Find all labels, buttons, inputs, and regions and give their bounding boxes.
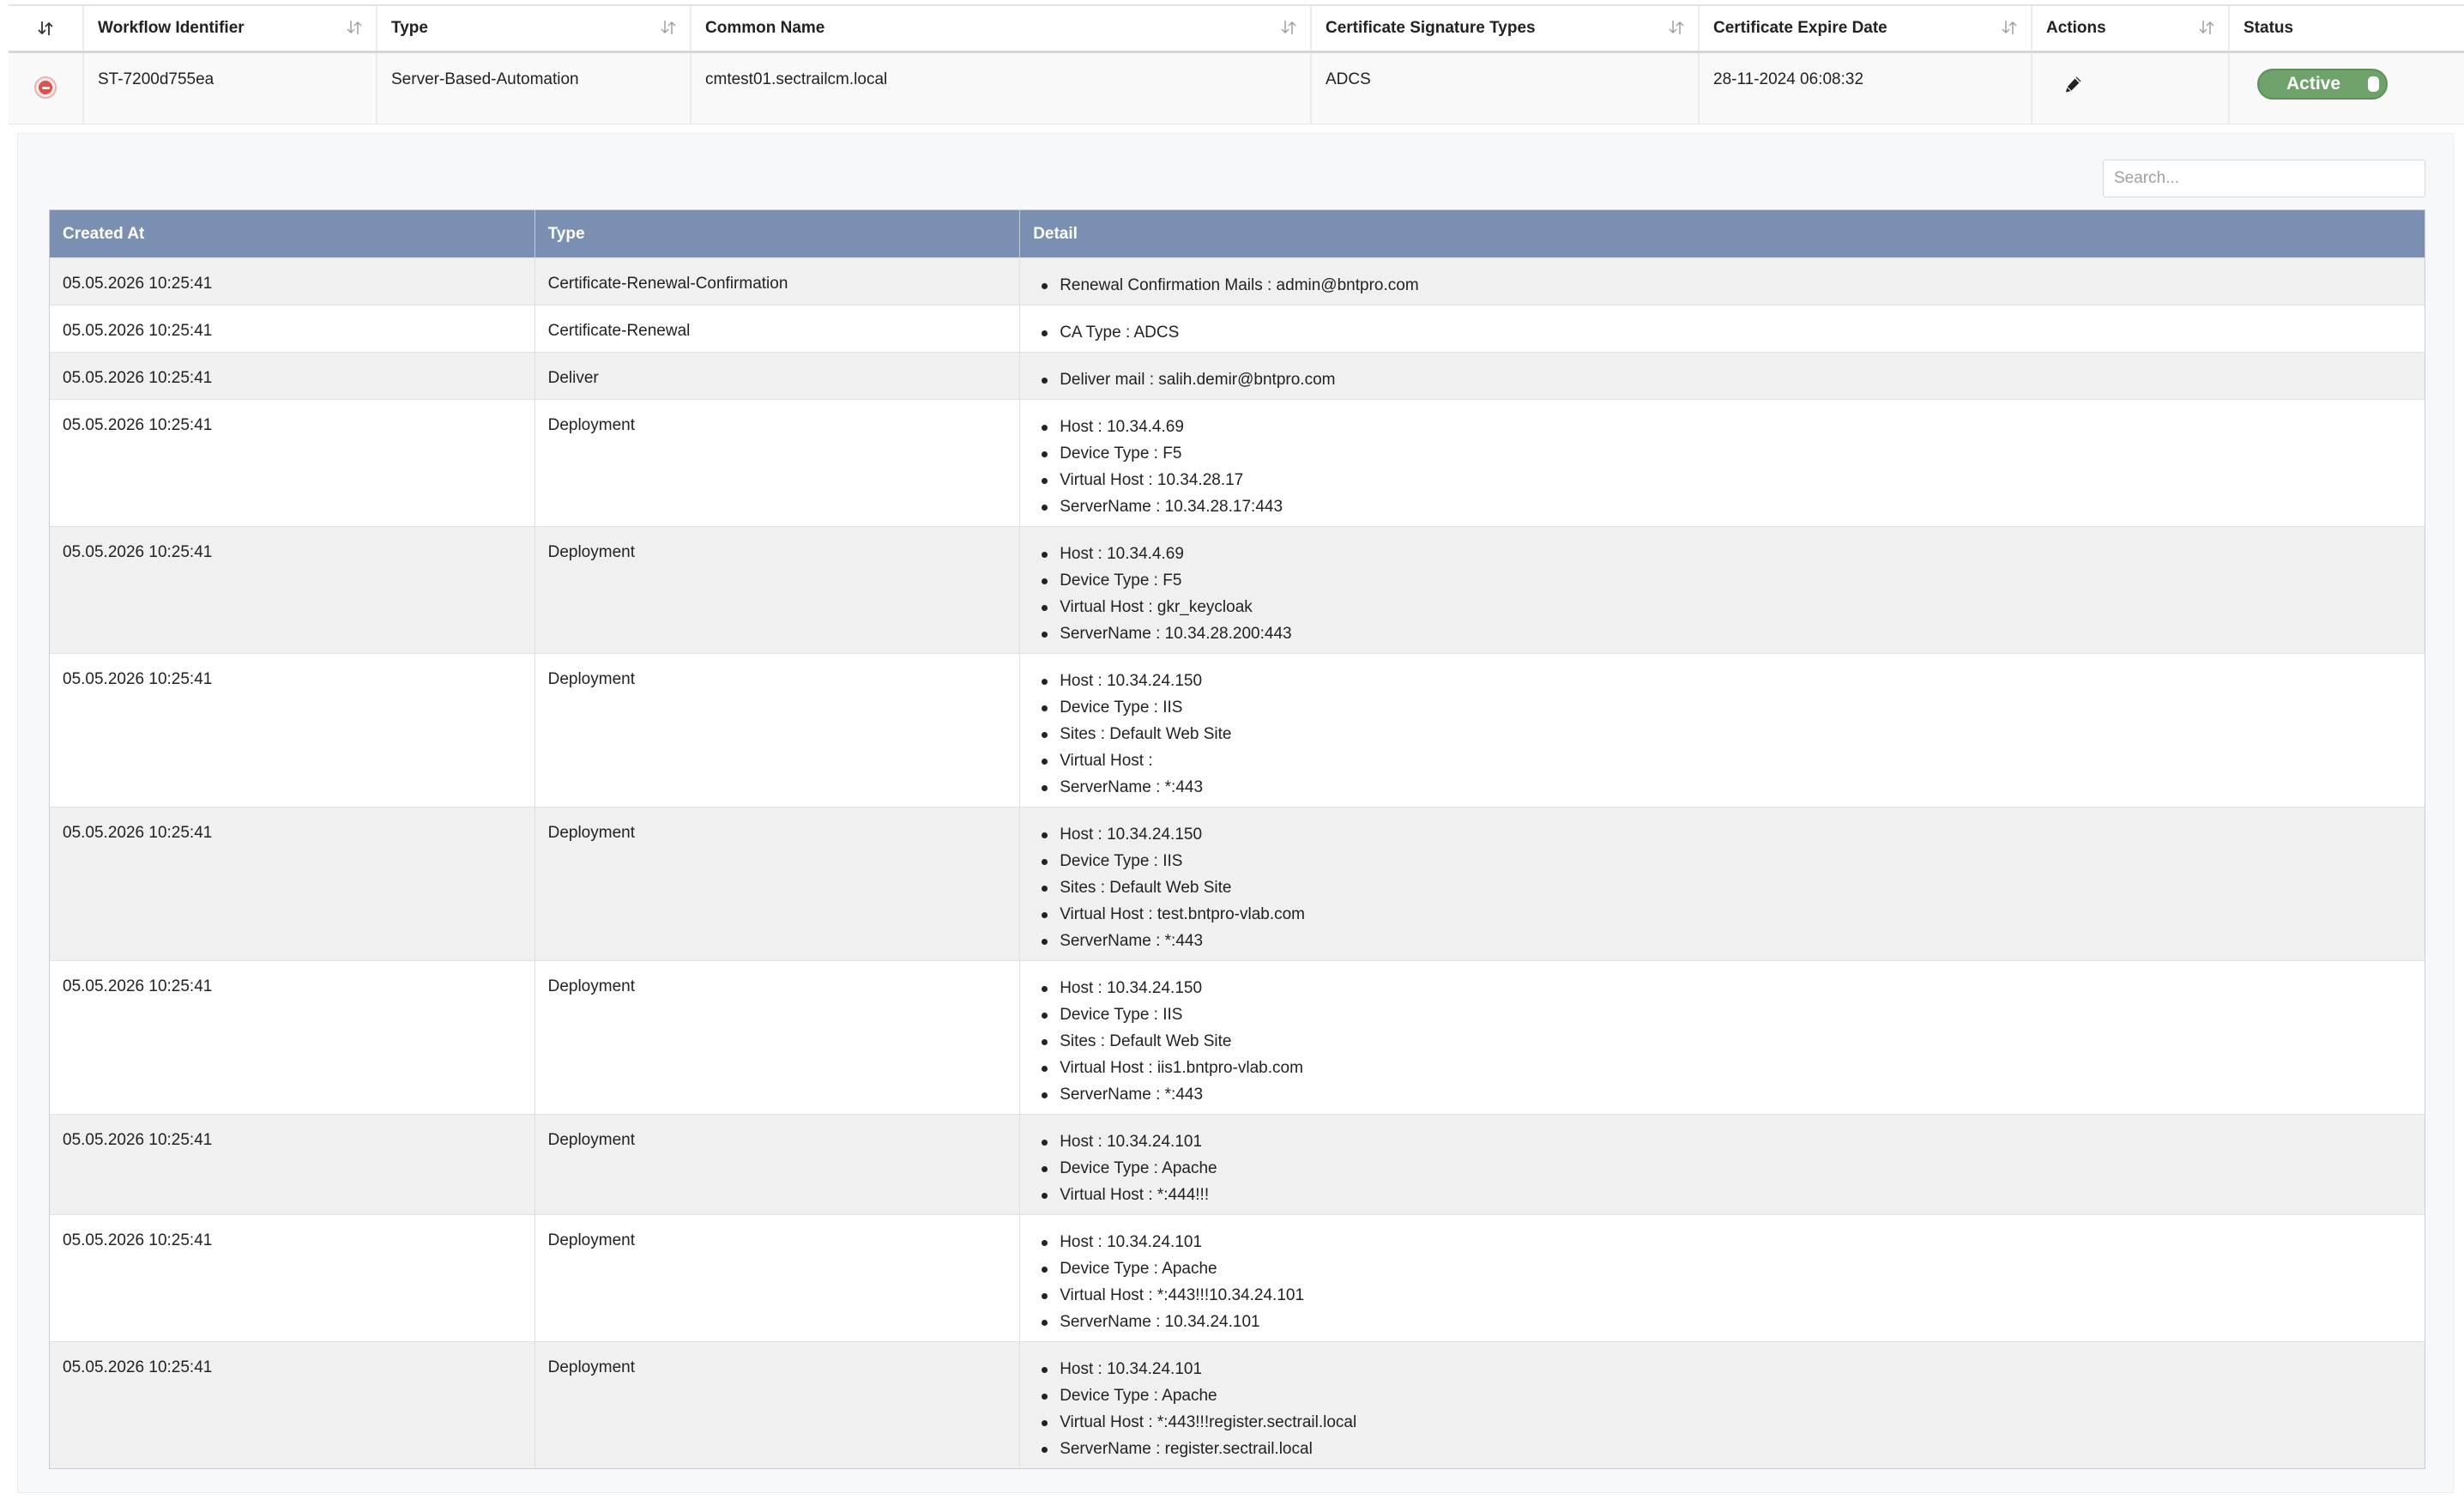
detail-list	[1020, 366, 2425, 393]
detail-item: Device Type : Apache	[1034, 1155, 2425, 1182]
cell-status	[2230, 53, 2464, 124]
detail-item: Device Type : IIS	[1034, 848, 2425, 874]
detail-item: Device Type : Apache	[1034, 1382, 2425, 1409]
header-label: Type	[391, 19, 428, 37]
cell-type: Deployment	[535, 654, 1021, 807]
edit-pencil-icon[interactable]	[2063, 74, 2084, 94]
cell-type: Deployment	[535, 1115, 1021, 1214]
table-row	[50, 305, 2425, 352]
header-workflow-identifier[interactable]	[84, 6, 377, 51]
sort-icon[interactable]	[1279, 18, 1298, 37]
detail-item: Host : 10.34.24.150	[1034, 975, 2425, 1001]
cell-type: Certificate-Renewal-Confirmation	[535, 258, 1021, 305]
cell-type: Deployment	[535, 1215, 1021, 1341]
sort-icon[interactable]	[345, 18, 364, 37]
detail-list	[1020, 1128, 2425, 1208]
table-row	[50, 807, 2425, 960]
detail-item: Sites : Default Web Site	[1034, 1028, 2425, 1055]
cell-detail	[1020, 1342, 2425, 1468]
cell-detail	[1020, 1215, 2425, 1341]
table-row	[50, 653, 2425, 807]
workflow-table-header	[9, 4, 2464, 53]
detail-item: Host : 10.34.24.101	[1034, 1356, 2425, 1382]
header-type[interactable]: Type	[535, 210, 1021, 257]
cell-detail	[1020, 961, 2425, 1114]
detail-item: Virtual Host : test.bntpro-vlab.com	[1034, 901, 2425, 928]
header-detail[interactable]: Detail	[1033, 224, 1078, 243]
detail-list	[1020, 975, 2425, 1108]
cell-type: Deliver	[535, 353, 1021, 399]
sort-icon[interactable]	[659, 18, 678, 37]
cell-detail	[1020, 1115, 2425, 1214]
detail-item: Host : 10.34.24.101	[1034, 1229, 2425, 1255]
header-created-at[interactable]: Created At	[50, 210, 535, 257]
sort-icon[interactable]	[2000, 18, 2019, 37]
cell-signature-types: ADCS	[1312, 53, 1700, 124]
row-toggle-cell	[9, 53, 84, 124]
detail-list	[1020, 1356, 2425, 1462]
table-row	[50, 352, 2425, 399]
header-label: Workflow Identifier	[98, 19, 245, 37]
detail-item: Virtual Host : *:443!!!10.34.24.101	[1034, 1282, 2425, 1309]
sort-icon[interactable]	[36, 19, 55, 38]
detail-item: ServerName : 10.34.24.101	[1034, 1309, 2425, 1335]
detail-list	[1020, 821, 2425, 954]
detail-item: Virtual Host : *:444!!!	[1034, 1182, 2425, 1208]
header-common-name[interactable]	[691, 6, 1312, 51]
header-label: Common Name	[705, 19, 825, 37]
sort-all-header[interactable]	[9, 6, 84, 51]
history-table	[49, 209, 2425, 1469]
history-table-body	[50, 257, 2425, 1468]
cell-created-at: 05.05.2026 10:25:41	[50, 305, 535, 352]
cell-detail	[1020, 305, 2425, 352]
search-input[interactable]	[2103, 160, 2425, 197]
cell-created-at: 05.05.2026 10:25:41	[50, 1215, 535, 1341]
detail-item: Virtual Host : iis1.bntpro-vlab.com	[1034, 1055, 2425, 1081]
table-row	[50, 526, 2425, 653]
cell-created-at: 05.05.2026 10:25:41	[50, 400, 535, 526]
table-row	[50, 1114, 2425, 1214]
workflow-row	[9, 53, 2464, 124]
detail-item: ServerName : 10.34.28.17:443	[1034, 493, 2425, 520]
sort-icon[interactable]	[1667, 18, 1686, 37]
detail-list	[1020, 414, 2425, 520]
cell-type: Certificate-Renewal	[535, 305, 1021, 352]
cell-detail	[1020, 400, 2425, 526]
table-row	[50, 960, 2425, 1114]
detail-item: Virtual Host : *:443!!!register.sectrail.local	[1034, 1409, 2425, 1436]
cell-type: Deployment	[535, 1342, 1021, 1468]
cell-created-at: 05.05.2026 10:25:41	[50, 353, 535, 399]
detail-item: Deliver mail : salih.demir@bntpro.com	[1034, 366, 2425, 393]
cell-workflow-identifier: ST-7200d755ea	[84, 53, 377, 124]
header-status	[2230, 6, 2464, 51]
cell-detail	[1020, 527, 2425, 653]
header-actions[interactable]	[2032, 6, 2230, 51]
header-label: Actions	[2046, 19, 2106, 37]
header-label: Certificate Expire Date	[1713, 19, 1887, 37]
detail-list	[1020, 541, 2425, 647]
detail-item: Device Type : Apache	[1034, 1255, 2425, 1282]
cell-created-at: 05.05.2026 10:25:41	[50, 961, 535, 1114]
cell-created-at: 05.05.2026 10:25:41	[50, 1115, 535, 1214]
sort-icon[interactable]	[2197, 18, 2216, 37]
cell-expire-date: 28-11-2024 06:08:32	[1700, 53, 2032, 124]
detail-item: ServerName : *:443	[1034, 1081, 2425, 1108]
table-row	[50, 399, 2425, 526]
cell-created-at: 05.05.2026 10:25:41	[50, 807, 535, 960]
detail-item: Virtual Host : 10.34.28.17	[1034, 467, 2425, 493]
detail-item: Device Type : IIS	[1034, 1001, 2425, 1028]
cell-common-name: cmtest01.sectrailcm.local	[691, 53, 1312, 124]
detail-item: Device Type : F5	[1034, 567, 2425, 594]
status-toggle-label: Active	[2286, 74, 2341, 94]
detail-item: Host : 10.34.24.150	[1034, 821, 2425, 848]
history-table-header	[50, 210, 2425, 257]
cell-actions	[2032, 53, 2230, 124]
toggle-knob	[2368, 76, 2379, 92]
cell-created-at: 05.05.2026 10:25:41	[50, 527, 535, 653]
detail-list	[1020, 319, 2425, 346]
detail-item: Virtual Host :	[1034, 747, 2425, 774]
cell-type: Deployment	[535, 961, 1021, 1114]
detail-item: CA Type : ADCS	[1034, 319, 2425, 346]
cell-type: Deployment	[535, 400, 1021, 526]
detail-item: ServerName : *:443	[1034, 928, 2425, 954]
table-row	[50, 1341, 2425, 1468]
collapse-row-icon[interactable]	[34, 76, 57, 99]
cell-detail	[1020, 807, 2425, 960]
cell-created-at: 05.05.2026 10:25:41	[50, 1342, 535, 1468]
cell-detail	[1020, 258, 2425, 305]
detail-list	[1020, 272, 2425, 299]
detail-item: Device Type : F5	[1034, 440, 2425, 467]
detail-item: Sites : Default Web Site	[1034, 874, 2425, 901]
cell-created-at: 05.05.2026 10:25:41	[50, 258, 535, 305]
detail-list	[1020, 668, 2425, 801]
detail-item: Renewal Confirmation Mails : admin@bntpro.com	[1034, 272, 2425, 299]
table-row	[50, 1214, 2425, 1341]
cell-created-at: 05.05.2026 10:25:41	[50, 654, 535, 807]
cell-type: Server-Based-Automation	[377, 53, 691, 124]
workflow-table	[9, 4, 2464, 124]
header-label: Certificate Signature Types	[1326, 19, 1536, 37]
header-certificate-expire-date[interactable]	[1700, 6, 2032, 51]
cell-detail	[1020, 654, 2425, 807]
detail-item: Host : 10.34.24.150	[1034, 668, 2425, 694]
workflow-detail-panel	[17, 133, 2454, 1493]
header-certificate-signature-types[interactable]	[1312, 6, 1700, 51]
detail-item: ServerName : *:443	[1034, 774, 2425, 801]
header-type[interactable]	[377, 6, 691, 51]
detail-item: Sites : Default Web Site	[1034, 721, 2425, 747]
detail-item: ServerName : register.sectrail.local	[1034, 1436, 2425, 1462]
detail-item: Host : 10.34.24.101	[1034, 1128, 2425, 1155]
detail-item: Host : 10.34.4.69	[1034, 541, 2425, 567]
table-row	[50, 257, 2425, 305]
cell-type: Deployment	[535, 527, 1021, 653]
header-label: Status	[2244, 19, 2294, 37]
detail-item: Device Type : IIS	[1034, 694, 2425, 721]
status-toggle[interactable]	[2257, 69, 2388, 100]
cell-detail	[1020, 353, 2425, 399]
detail-item: Host : 10.34.4.69	[1034, 414, 2425, 440]
detail-list	[1020, 1229, 2425, 1335]
detail-item: ServerName : 10.34.28.200:443	[1034, 620, 2425, 647]
cell-type: Deployment	[535, 807, 1021, 960]
detail-item: Virtual Host : gkr_keycloak	[1034, 594, 2425, 620]
